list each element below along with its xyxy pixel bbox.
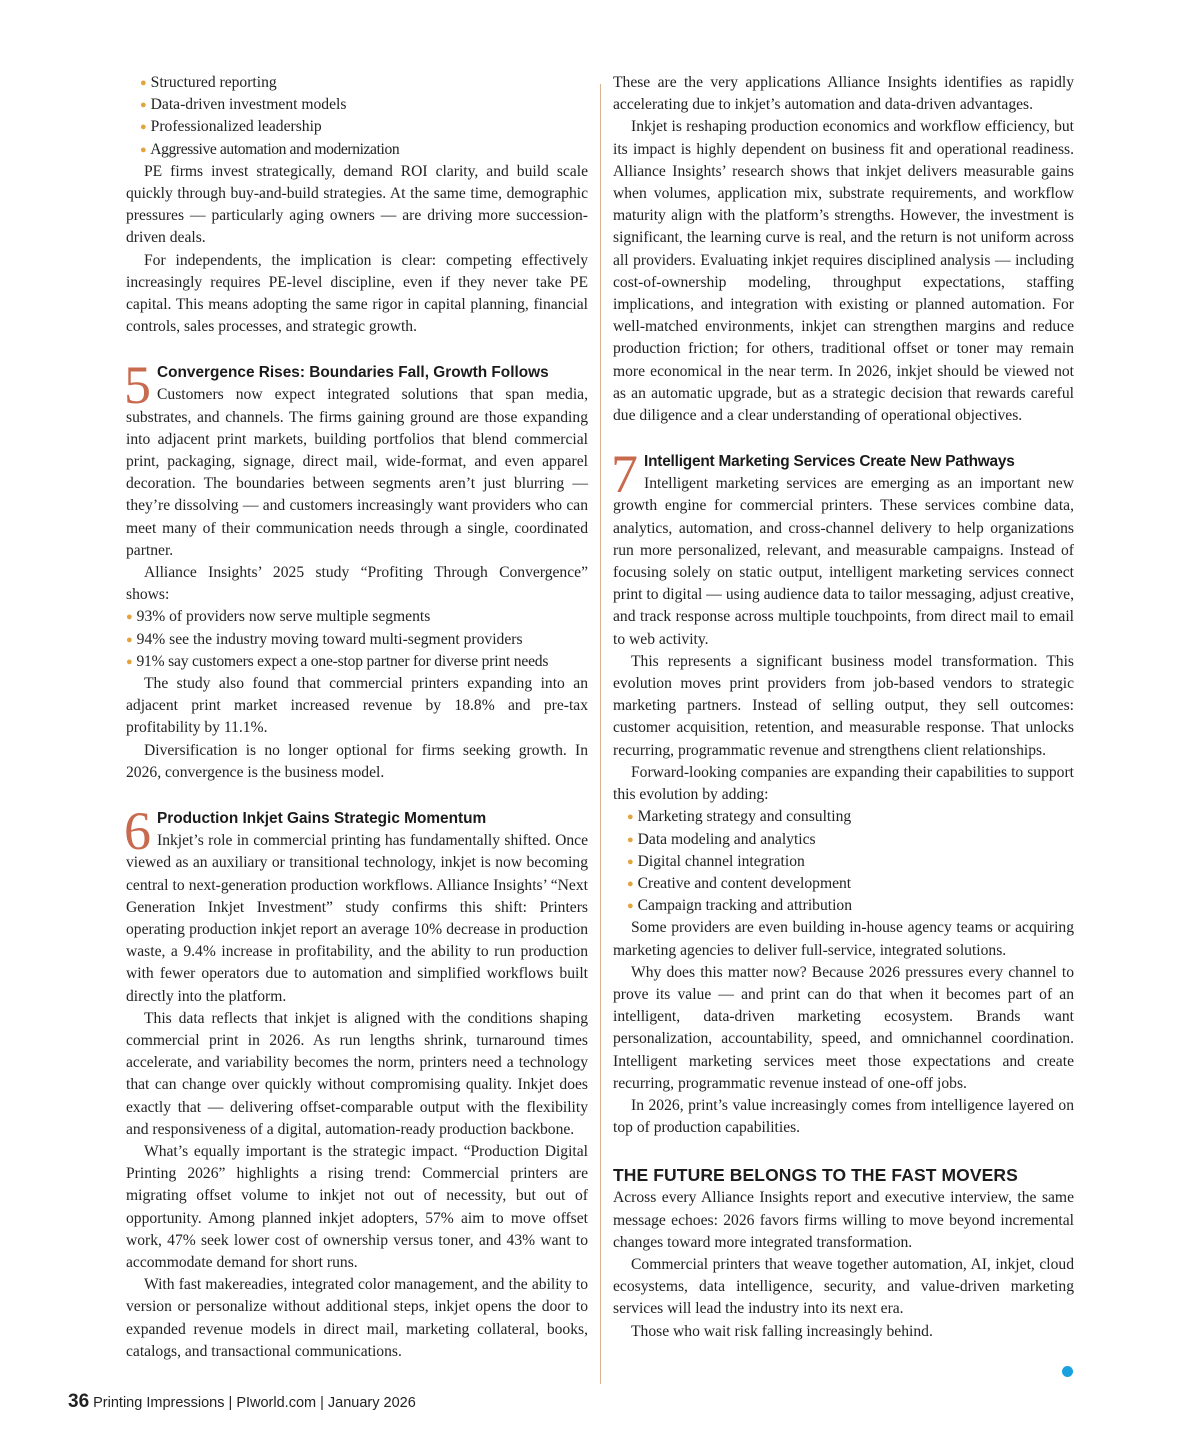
section-7 bbox=[611, 444, 1074, 651]
bullet-dot-icon: ● bbox=[126, 611, 133, 624]
section-number: 6 bbox=[124, 801, 151, 862]
paragraph: Alliance Insights’ 2025 study “Profiting Through Convergence” shows: bbox=[126, 564, 588, 604]
list-item: ● Structured reporting bbox=[140, 74, 277, 91]
paragraph: These are the very applications Alliance Insights identifies as rapidly accelerating due to inkjet’s automation and data-driven advantages. bbox=[613, 74, 1074, 114]
pe-list bbox=[126, 72, 588, 161]
list-item: ● 91% say customers expect a one-stop partner for diverse print needs bbox=[126, 652, 549, 670]
paragraph: Forward-looking companies are expanding their capabilities to support this evolution by adding: bbox=[613, 763, 1074, 804]
paragraph: This represents a significant business model transformation. This evolution moves print providers from job-based vendors to strategic marketing partners. Instead of selling output, they sell outcomes: customer acquisition, retention, and measurable response. That unlocks recurring, programmatic revenue and strengthens client relationships. bbox=[613, 652, 1074, 759]
list-item: ● Aggressive automation and modernization bbox=[140, 140, 400, 158]
paragraph: For independents, the implication is clear: competing effectively increasingly requires PE-level discipline, even if they never take PE capital. This means adopting the same rigor in capital planning, financial controls, sales processes, and strategic growth. bbox=[126, 251, 588, 336]
bullet-dot-icon: ● bbox=[140, 77, 147, 89]
list-item: ● 94% see the industry moving toward multi-segment providers bbox=[126, 630, 523, 648]
footer-text: Printing Impressions | PIworld.com | January 2026 bbox=[93, 1395, 416, 1411]
list-item: ● Creative and content development bbox=[627, 874, 852, 892]
paragraph: What’s equally important is the strategic impact. “Production Digital Printing 2026” highlights a rising trend: Commercial printers are migrating offset volume to inkjet not out of necessity, but out of opportunity. Among planned inkjet adopters, 57% aim to move offset work, 47% seek lower cost of ownership versus toner, and 43% want to accommodate demand for short runs. bbox=[126, 1142, 588, 1271]
paragraph: PE firms invest strategically, demand ROI clarity, and build scale quickly through buy-and-build strategies. At the same time, demographic pressures — particularly aging owners — are driving more succession-driven deals. bbox=[126, 162, 588, 247]
bullet-dot-icon: ● bbox=[140, 99, 147, 112]
section-number: 5 bbox=[124, 355, 151, 416]
bullet-dot-icon: ● bbox=[627, 877, 634, 890]
bullet-dot-icon: ● bbox=[140, 121, 147, 134]
page-number: 36 bbox=[68, 1391, 90, 1412]
paragraph: Diversification is no longer optional for firms seeking growth. In 2026, convergence is the business model. bbox=[126, 741, 588, 781]
paragraph: The study also found that commercial printers expanding into an adjacent print market increased revenue by 18.8% and pre-tax profitability by 11.1%. bbox=[126, 675, 588, 737]
section-title: Intelligent Marketing Services Create New Pathways bbox=[644, 453, 1015, 471]
bullet-dot-icon: ● bbox=[627, 833, 634, 846]
paragraph: In 2026, print’s value increasingly comes from intelligence layered on top of production capabilities. bbox=[613, 1096, 1074, 1137]
list-item: ● Campaign tracking and attribution bbox=[627, 897, 853, 915]
list-item: ● Data-driven investment models bbox=[140, 96, 347, 114]
paragraph: This data reflects that inkjet is aligned with the conditions shaping commercial print in 2026. As run lengths shrink, turnaround times accelerate, and variability becomes the norm, printers need a technology that can change over quickly without compromising quality. Inkjet does exactly that — delivering offset-comparable output with the flexibility and responsiveness of a digital, automation-ready production backbone. bbox=[126, 1009, 588, 1138]
list-item: ● Data modeling and analytics bbox=[627, 830, 816, 848]
paragraph: Some providers are even building in-house agency teams or acquiring marketing agencies to deliver full-service, integrated solutions. bbox=[613, 919, 1074, 959]
column-divider bbox=[600, 84, 601, 1384]
bullet-dot-icon: ● bbox=[627, 855, 634, 868]
section-title: Production Inkjet Gains Strategic Momentum bbox=[157, 810, 487, 828]
paragraph: Inkjet’s role in commercial printing has fundamentally shifted. Once viewed as an auxiliary or transitional technology, inkjet is now becoming central to next-generation production workflows. Alliance Insights’ “Next Generation Inkjet Investment” study confirms this shift: Printers operating production inkjet report an average 10% decrease in production waste, a 9.4% increase in profitability, and the ability to run production with fewer operators due to automation and simplified workflows built directly into the platform. bbox=[126, 832, 588, 1005]
paragraph: Customers now expect integrated solutions that span media, substrates, and channels. The firms gaining ground are those expanding into adjacent print markets, building portfolios that blend commercial print, packaging, signage, direct mail, wide-format, and even apparel decoration. The boundaries between segments aren’t just blurring — they’re dissolving — and customers increasingly want providers who can meet many of their communication needs through a single, coordinated partner. bbox=[126, 386, 588, 559]
bullet-dot-icon: ● bbox=[140, 143, 147, 156]
list-item: ● Professionalized leadership bbox=[140, 118, 322, 136]
paragraph: Those who wait risk falling increasingly behind. bbox=[631, 1322, 933, 1340]
section-5 bbox=[124, 355, 588, 562]
left-column bbox=[126, 72, 588, 1363]
section-number: 7 bbox=[611, 444, 638, 505]
section-title: Convergence Rises: Boundaries Fall, Growth Follows bbox=[157, 364, 549, 382]
future-heading: THE FUTURE BELONGS TO THE FAST MOVERS bbox=[613, 1165, 1018, 1186]
capabilities-list bbox=[613, 806, 1074, 917]
paragraph: Why does this matter now? Because 2026 pressures every channel to prove its value — and print can do that when it becomes part of an intelligent, data-driven marketing ecosystem. Brands want personalization, accountability, speed, and omnichannel coordination. Intelligent marketing services meet those expectations and create recurring, programmatic revenue instead of one-off jobs. bbox=[613, 963, 1074, 1092]
list-item: ● 93% of providers now serve multiple segments bbox=[126, 608, 431, 626]
paragraph: With fast makereadies, integrated color management, and the ability to version or personalize without additional steps, inkjet opens the door to expanded revenue models in direct mail, marketing collateral, books, catalogs, and transactional communications. bbox=[126, 1276, 588, 1360]
bullet-dot-icon: ● bbox=[126, 633, 133, 646]
section-6 bbox=[124, 801, 588, 1008]
list-item: ● Marketing strategy and consulting bbox=[627, 808, 852, 826]
bullet-dot-icon: ● bbox=[627, 900, 634, 913]
paragraph: Across every Alliance Insights report and executive interview, the same message echoes: 2026 favors firms willing to move beyond incremental changes toward more integrated transformation. bbox=[613, 1189, 1074, 1251]
bullet-dot-icon: ● bbox=[627, 811, 634, 824]
bullet-dot-icon: ● bbox=[126, 655, 133, 668]
list-item: ● Digital channel integration bbox=[627, 852, 805, 870]
right-column bbox=[613, 72, 1074, 1343]
paragraph: Intelligent marketing services are emerging as an important new growth engine for commercial printers. These services combine data, analytics, automation, and cross-channel delivery to help organizations run more personalized, relevant, and measurable campaigns. Instead of focusing solely on static output, intelligent marketing services connect print to digital — using audience data to tailor messaging, adjust creative, and track response across multiple touchpoints, from direct mail to email to web activity. bbox=[613, 475, 1074, 648]
convergence-stats-list bbox=[126, 606, 588, 673]
blue-dot-icon bbox=[1062, 1366, 1073, 1377]
paragraph: Inkjet is reshaping production economics and workflow efficiency, but its impact is highly dependent on business fit and operational readiness. Alliance Insights’ research shows that inkjet delivers measurable gains when volumes, application mix, substrate requirements, and workflow maturity align with the platform’s strengths. However, the investment is significant, the learning curve is real, and the return is not uniform across all providers. Evaluating inkjet requires disciplined analysis — including cost-of-ownership modeling, throughput expectations, staffing implications, and integration with existing or planned automation. For well-matched environments, inkjet can strengthen margins and reduce production friction; for others, traditional offset or toner may remain more economical in the near term. In 2026, inkjet should be viewed not as an automatic upgrade, but as a strategic decision that rewards careful due diligence and a clear understanding of operational objectives. bbox=[613, 118, 1074, 425]
paragraph: Commercial printers that weave together automation, AI, inkjet, cloud ecosystems, data intelligence, security, and value-driven marketing services will lead the industry into its next era. bbox=[613, 1255, 1074, 1318]
page-footer bbox=[68, 1391, 416, 1414]
